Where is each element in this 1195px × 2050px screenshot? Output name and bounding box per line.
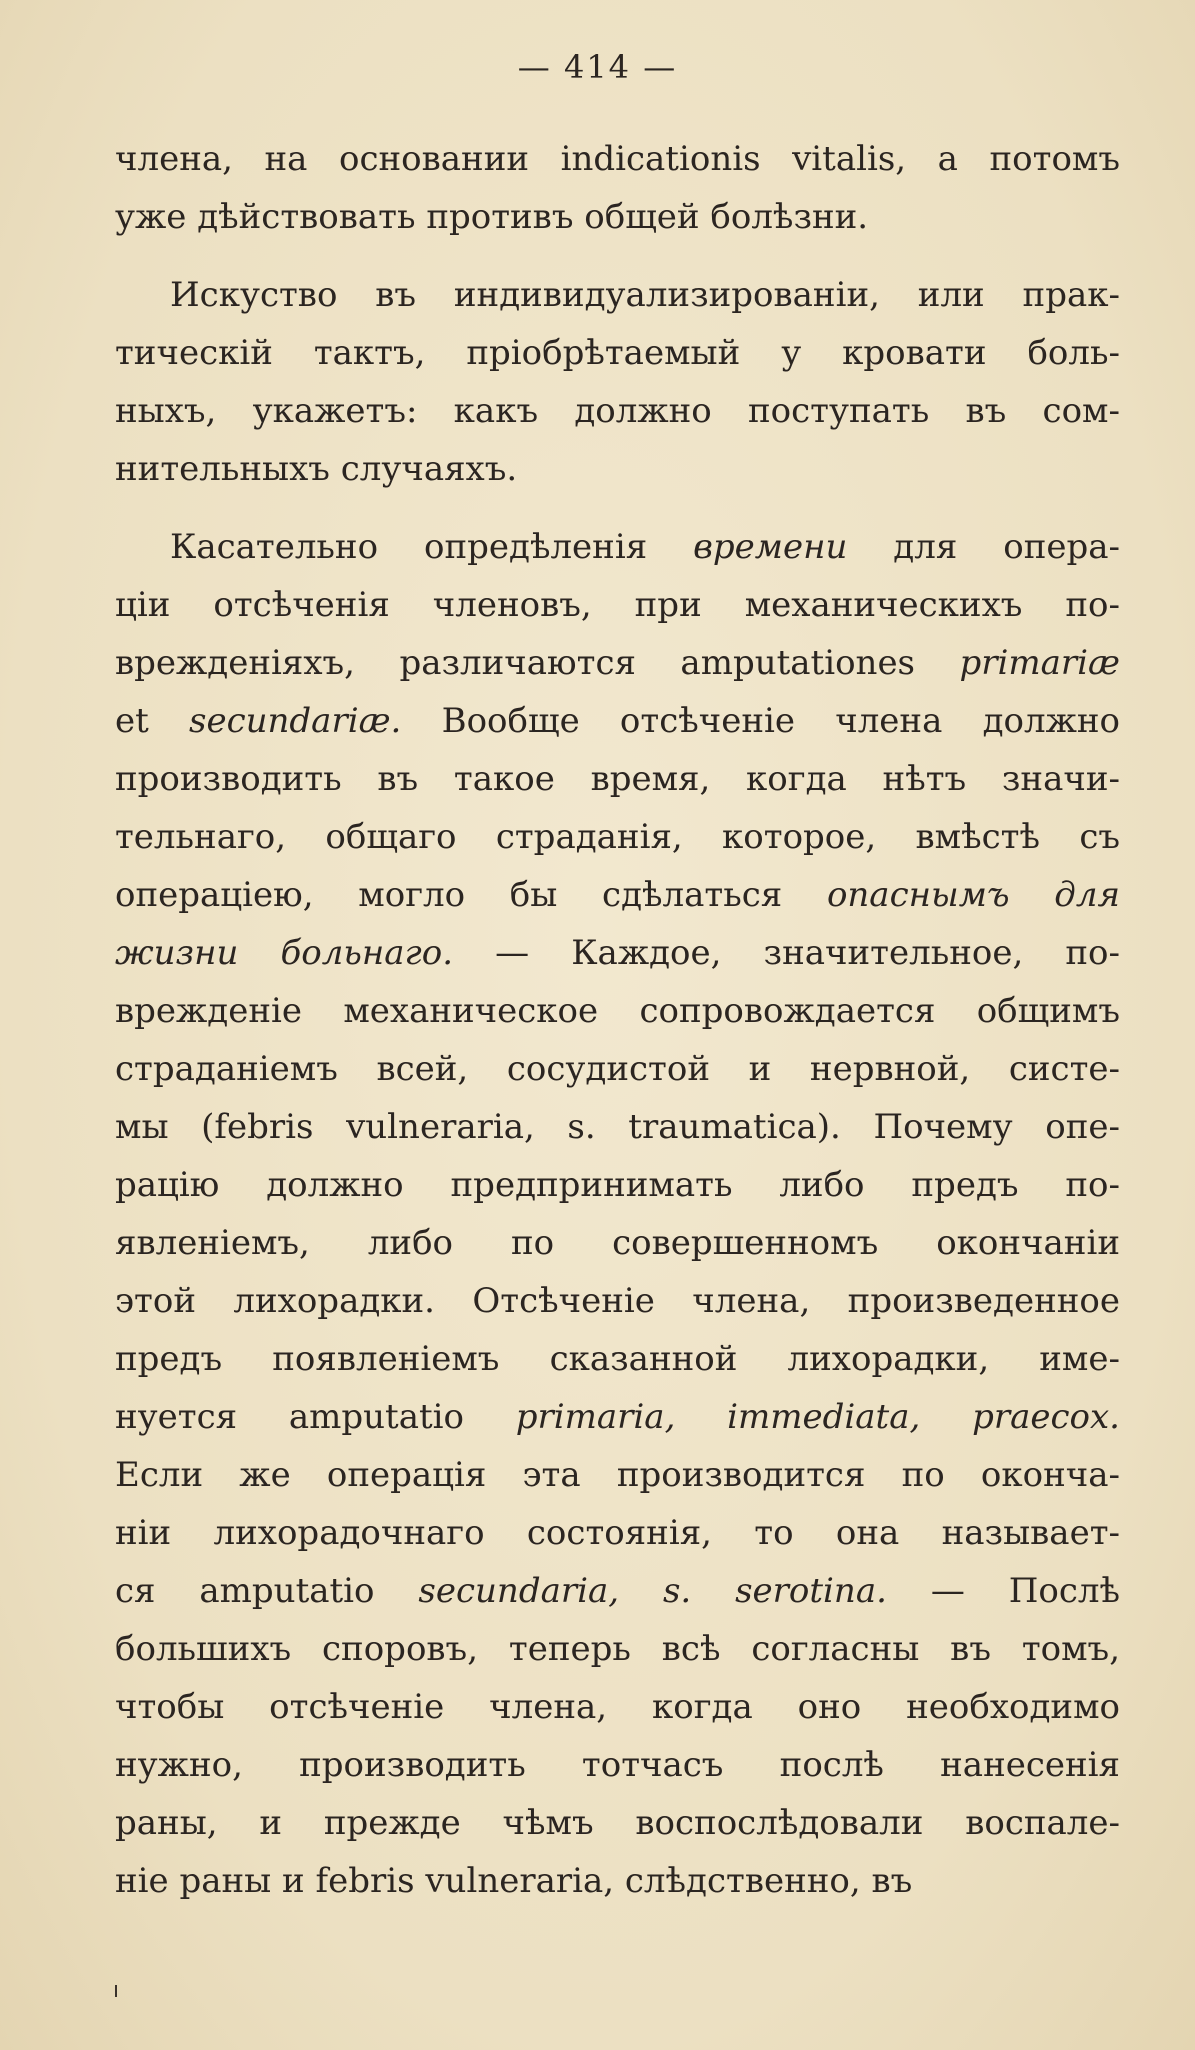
text-line — [115, 266, 1120, 324]
line-text: большихъ споровъ, теперь всѣ согласны въ томъ, — [115, 1629, 1120, 1669]
text-line — [115, 382, 1120, 440]
line-text: тельнаго, общаго страданія, которое, вмѣстѣ съ — [115, 817, 1120, 857]
text-line — [115, 750, 1120, 808]
line-text: ся amputatio — [115, 1571, 419, 1611]
text-line — [115, 130, 1120, 188]
line-text: нужно, производить тотчасъ послѣ нанесенія — [115, 1745, 1120, 1785]
text-line — [115, 1794, 1120, 1852]
line-text: — Каждое, значительное, по- — [453, 933, 1120, 973]
line-text: нительныхъ случаяхъ. — [115, 449, 518, 489]
text-line — [115, 924, 1120, 982]
line-text: ціи отсѣченія членовъ, при механическихъ по- — [115, 585, 1120, 625]
text-line — [115, 1678, 1120, 1736]
text-line — [115, 1852, 1120, 1910]
italic-text: жизни больнаго. — [115, 933, 454, 973]
line-text: рацію должно предпринимать либо предъ по- — [115, 1165, 1120, 1205]
text-line — [115, 1736, 1120, 1794]
text-line — [115, 1562, 1120, 1620]
line-text: ніе раны и febris vulneraria, слѣдственно, въ — [115, 1861, 913, 1901]
text-line — [115, 1620, 1120, 1678]
line-text: Если же операція эта производится по оконча- — [115, 1455, 1120, 1495]
line-text: члена, на основании indicationis vitalis, а потомъ — [115, 139, 1120, 179]
page-number: — 414 — — [517, 48, 678, 86]
line-text: врежденіяхъ, различаются amputationes — [115, 643, 960, 683]
text-line — [115, 866, 1120, 924]
text-line — [115, 1098, 1120, 1156]
text-line — [115, 518, 1120, 576]
text-line — [115, 188, 1120, 246]
line-text: раны, и прежде чѣмъ воспослѣдовали воспале- — [115, 1803, 1120, 1843]
line-text: ніи лихорадочнаго состоянія, то она называет- — [115, 1513, 1120, 1553]
line-text: Искуство въ индивидуализированіи, или прак- — [170, 275, 1120, 315]
line-text: ныхъ, укажетъ: какъ должно поступать въ сом- — [115, 391, 1120, 431]
text-line — [115, 692, 1120, 750]
text-line — [115, 634, 1120, 692]
text-line — [115, 1272, 1120, 1330]
line-text: уже дѣйствовать противъ общей болѣзни. — [115, 197, 869, 237]
italic-text: опаснымъ для — [826, 875, 1120, 915]
italic-text: secundariæ. — [189, 701, 402, 741]
italic-text: secundaria, s. serotina. — [418, 1571, 887, 1611]
text-line — [115, 324, 1120, 382]
line-text: врежденіе механическое сопровождается общимъ — [115, 991, 1120, 1031]
ink-mark — [115, 1985, 117, 1997]
italic-text: времени — [693, 527, 848, 567]
page-body — [115, 130, 1120, 1910]
line-text: явленіемъ, либо по совершенномъ окончаніи — [115, 1223, 1120, 1263]
line-text: операціею, могло бы сдѣлаться — [115, 875, 827, 915]
text-line — [115, 1388, 1120, 1446]
line-text: — Послѣ — [886, 1571, 1120, 1611]
text-line — [115, 1330, 1120, 1388]
line-text: et — [115, 701, 190, 741]
italic-text: primariæ — [959, 643, 1120, 683]
line-text: страданіемъ всей, сосудистой и нервной, систе- — [115, 1049, 1120, 1089]
line-text: этой лихорадки. Отсѣченіе члена, произведенное — [115, 1281, 1120, 1321]
text-line — [115, 982, 1120, 1040]
line-text: чтобы отсѣченіе члена, когда оно необходимо — [115, 1687, 1120, 1727]
line-text: Касательно опредѣленія — [170, 527, 694, 567]
text-line — [115, 808, 1120, 866]
text-line — [115, 1214, 1120, 1272]
line-text: нуется amputatio — [115, 1397, 516, 1437]
line-text: для опера- — [847, 527, 1120, 567]
italic-text: primaria, immediata, praecox. — [515, 1397, 1120, 1437]
text-line — [115, 1446, 1120, 1504]
line-text: предъ появленіемъ сказанной лихорадки, име- — [115, 1339, 1120, 1379]
text-line — [115, 576, 1120, 634]
text-line — [115, 1040, 1120, 1098]
line-text: мы (febris vulneraria, s. traumatica). Почему опе- — [115, 1107, 1120, 1147]
line-text: Вообще отсѣченіе члена должно — [401, 701, 1120, 741]
text-line — [115, 1156, 1120, 1214]
text-line — [115, 440, 1120, 498]
line-text: тическій тактъ, пріобрѣтаемый у кровати боль- — [115, 333, 1120, 373]
line-text: производить въ такое время, когда нѣтъ значи- — [115, 759, 1120, 799]
text-line — [115, 1504, 1120, 1562]
